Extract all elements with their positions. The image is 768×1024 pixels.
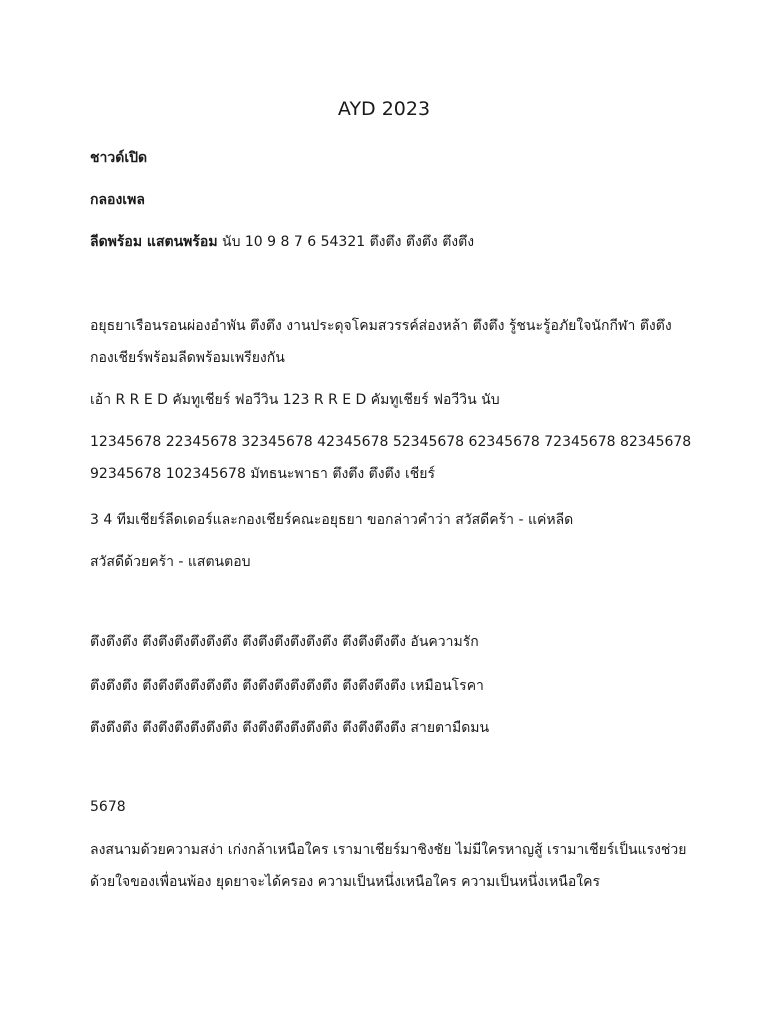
lyric-line: 5678 <box>90 799 126 815</box>
lyric-line: ลงสนามด้วยความสง่า เก่งกล้าเหนือใคร เรามาเชียร์มาชิงชัย ไม่มีใครหาญสู้ เรามาเชียร์เป็นแรงช่วย <box>90 842 687 858</box>
lyric-line: ตึงตึงตึง ตึงตึงตึงตึงตึงตึง ตึงตึงตึงตึงตึงตึง ตึงตึงตึงตึง อันความรัก <box>90 634 479 650</box>
lyric-line: สวัสดีด้วยคร้า - แสตนตอบ <box>90 554 251 570</box>
lyric-line: อยุธยาเรือนรอนผ่องอำพัน ตึงตึง งานประดุจโคมสวรรค์ส่องหล้า ตึงตึง รู้ชนะรู้อภัยใจนักกีฬา ตึงตึง <box>90 318 672 334</box>
intro-rest-text: นับ 10 9 8 7 6 54321 ตึงตึง ตึงตึง ตึงตึง <box>217 234 475 250</box>
lyric-line: ด้วยใจของเพื่อนพ้อง ยุดยาจะได้ครอง ความเป็นหนึ่งเหนือใคร ความเป็นหนึ่งเหนือใคร <box>90 874 600 890</box>
lyric-line: ตึงตึงตึง ตึงตึงตึงตึงตึงตึง ตึงตึงตึงตึงตึงตึง ตึงตึงตึงตึง สายตามืดมน <box>90 720 490 736</box>
intro-paragraph <box>90 232 690 252</box>
intro-bold-text: ลีดพร้อม แสตนพร้อม <box>90 234 218 250</box>
lyric-line: 3 4 ทีมเชียร์ลีดเดอร์และกองเชียร์คณะอยุธยา ขอกล่าวคำว่า สวัสดีคร้า - แค่หลีด <box>90 512 574 528</box>
lyric-line: ตึงตึงตึง ตึงตึงตึงตึงตึงตึง ตึงตึงตึงตึงตึงตึง ตึงตึงตึงตึง เหมือนโรคา <box>90 678 484 694</box>
document-title: AYD 2023 <box>337 98 431 120</box>
section-heading-open: ชาวด์เปิด <box>90 150 148 166</box>
lyric-line: เอ้า R R E D คัมทูเชียร์ ฟอวีวิน 123 R R E D คัมทูเชียร์ ฟอวีวิน นับ <box>90 392 500 408</box>
lyric-line: กองเชียร์พร้อมลีดพร้อมเพรียงกัน <box>90 350 285 366</box>
section-heading-drum: กลองเพล <box>90 192 145 208</box>
lyric-line: 92345678 102345678 มัทธนะพาธา ตึงตึง ตึงตึง เชียร์ <box>90 466 435 482</box>
lyric-line: 12345678 22345678 32345678 42345678 52345678 62345678 72345678 82345678 <box>90 434 692 450</box>
